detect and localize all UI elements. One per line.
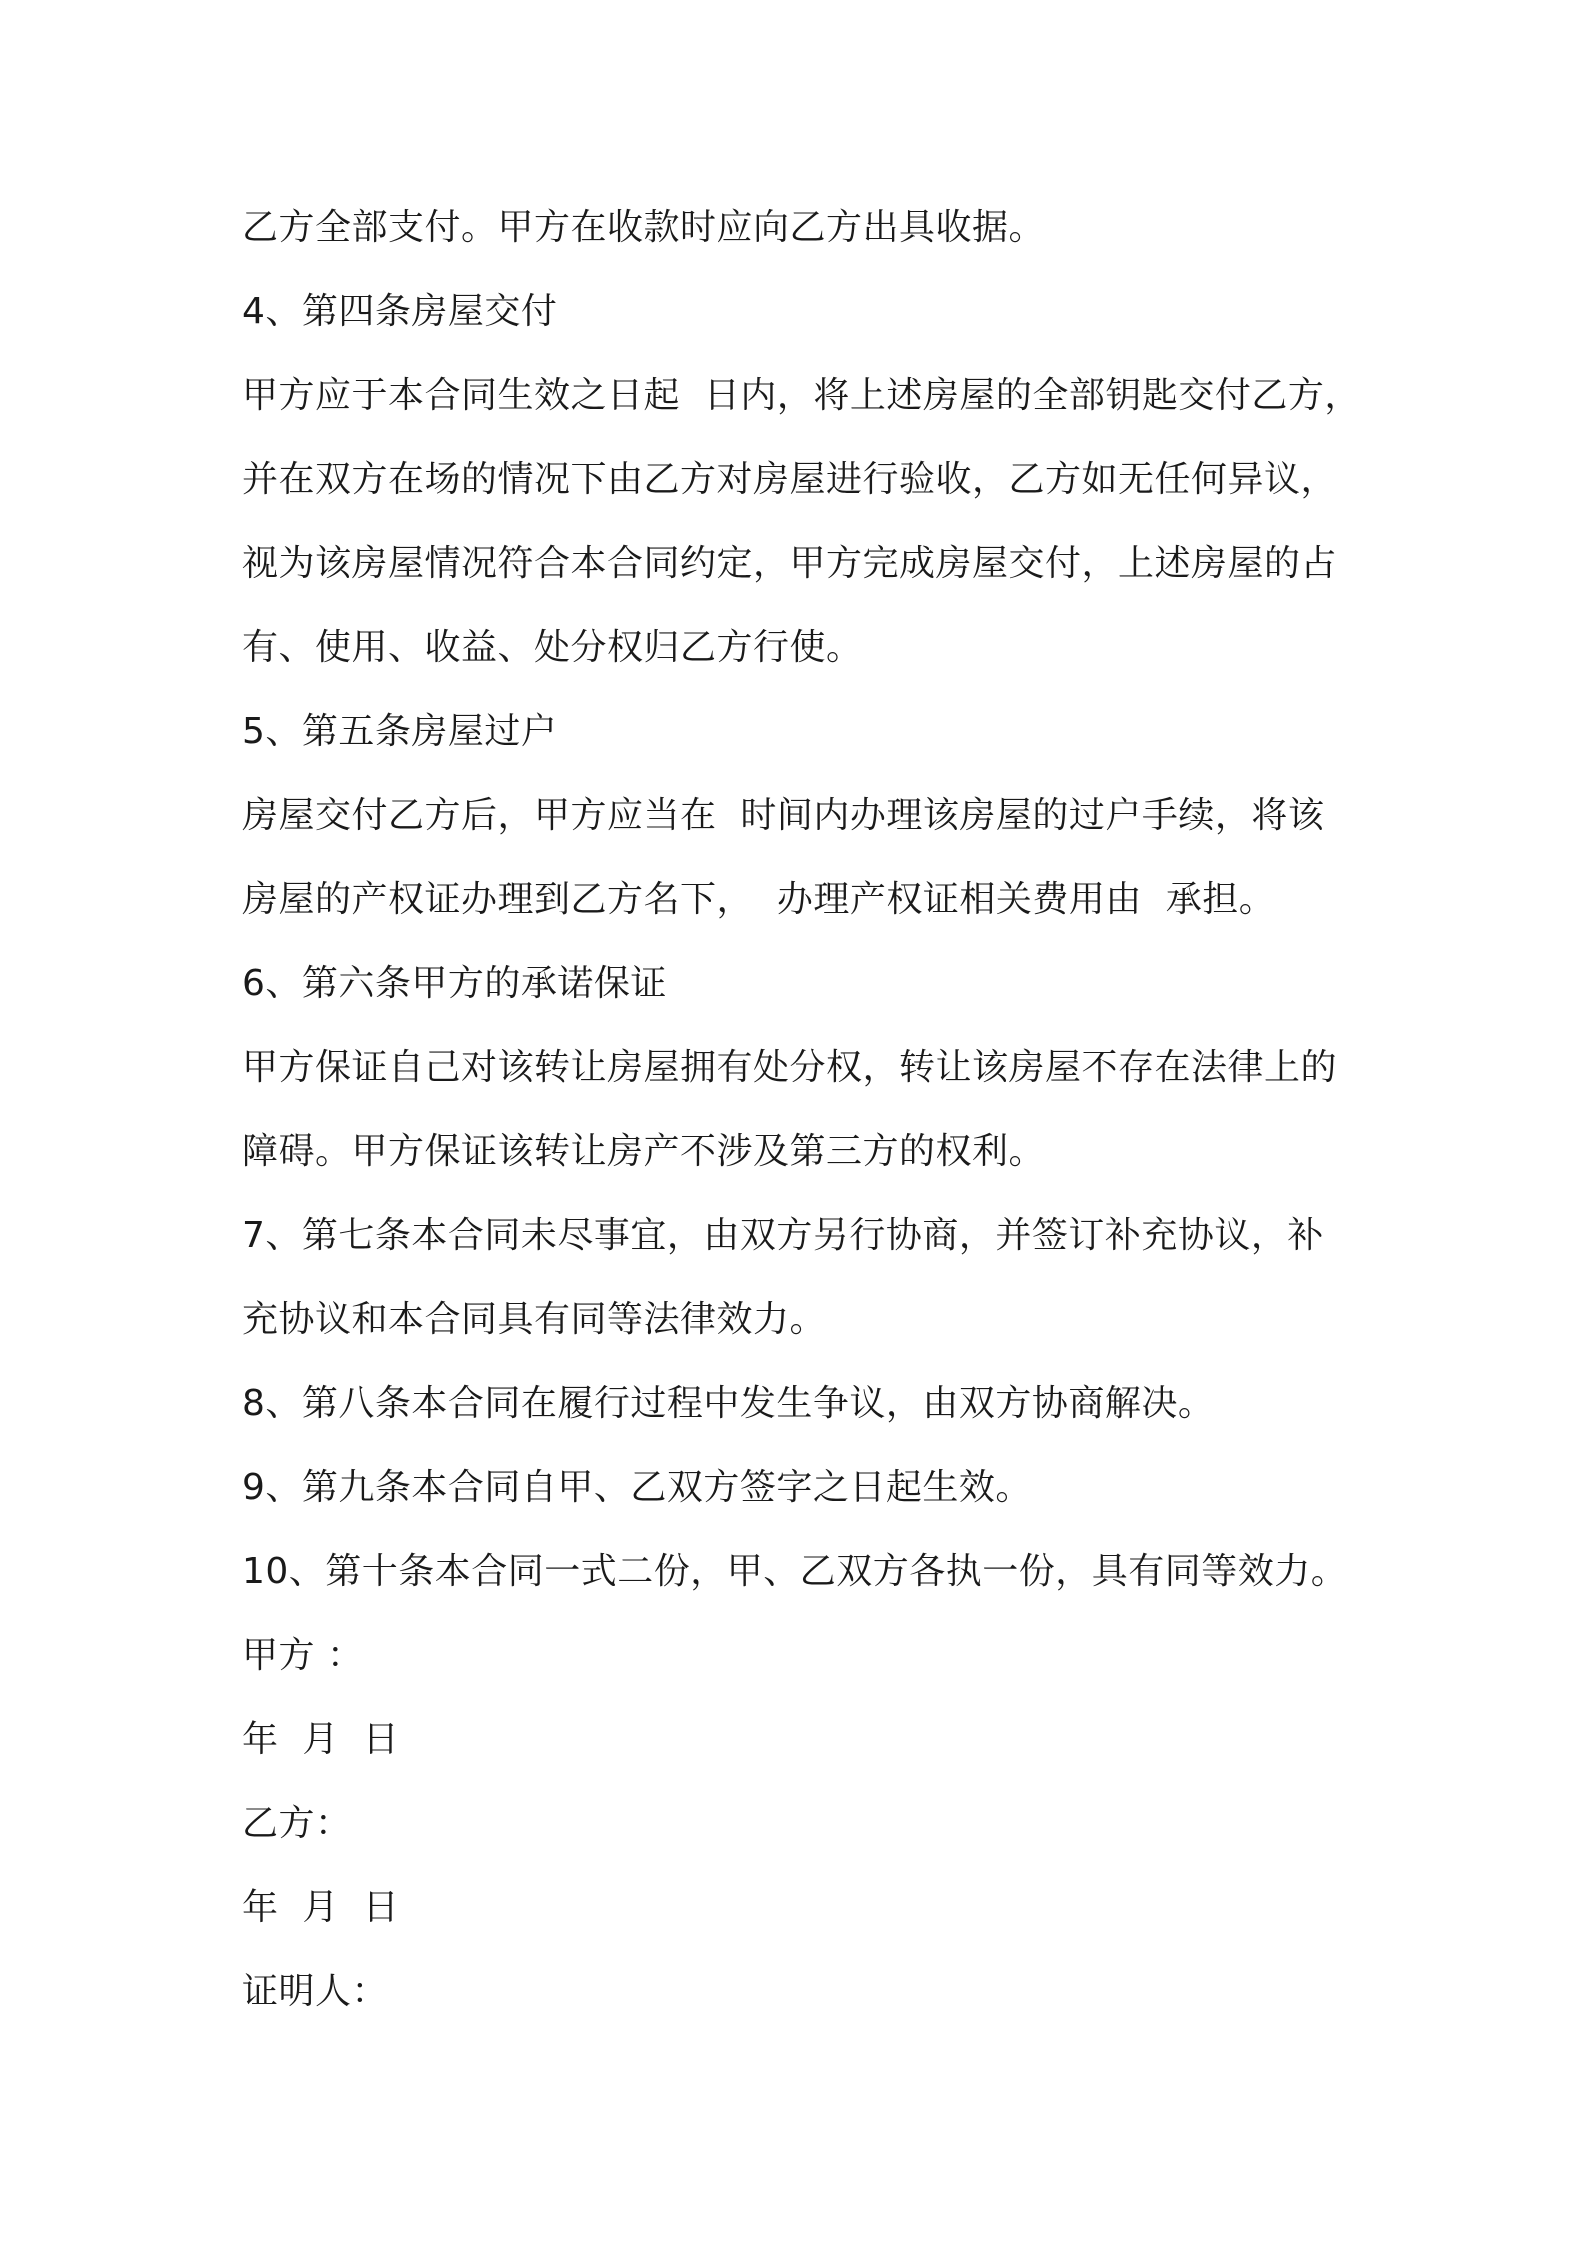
paragraph-line: 有、使用、收益、处分权归乙方行使。 — [242, 627, 863, 668]
paragraph-line: 10、第十条本合同一式二份，甲、乙双方各执一份，具有同等效力。 — [242, 1551, 1348, 1592]
paragraph-line: 甲方应于本合同生效之日起 日内，将上述房屋的全部钥匙交付乙方， — [242, 375, 1361, 416]
paragraph-line: 房屋交付乙方后，甲方应当在 时间内办理该房屋的过户手续，将该 — [242, 795, 1325, 836]
section-heading: 4、第四条房屋交付 — [242, 291, 558, 332]
party-a-signature-label: 甲方 ： — [242, 1635, 364, 1676]
section-heading: 6、第六条甲方的承诺保证 — [242, 963, 667, 1004]
paragraph-line: 7、第七条本合同未尽事宜，由双方另行协商，并签订补充协议，补 — [242, 1215, 1324, 1256]
paragraph-line: 9、第九条本合同自甲、乙双方签字之日起生效。 — [242, 1467, 1032, 1508]
section-heading: 5、第五条房屋过户 — [242, 711, 558, 752]
paragraph-line: 障碍。甲方保证该转让房产不涉及第三方的权利。 — [242, 1131, 1046, 1172]
paragraph-line: 房屋的产权证办理到乙方名下， 办理产权证相关费用由 承担。 — [242, 879, 1276, 920]
paragraph-line: 甲方保证自己对该转让房屋拥有处分权，转让该房屋不存在法律上的 — [242, 1047, 1338, 1088]
party-b-date-line: 年 月 日 — [242, 1887, 400, 1928]
party-a-date-line: 年 月 日 — [242, 1719, 400, 1760]
paragraph-line: 并在双方在场的情况下由乙方对房屋进行验收，乙方如无任何异议， — [242, 459, 1338, 500]
paragraph-line: 充协议和本合同具有同等法律效力。 — [242, 1299, 827, 1340]
paragraph-line: 视为该房屋情况符合本合同约定，甲方完成房屋交付，上述房屋的占 — [242, 543, 1338, 584]
witness-signature-label: 证明人： — [242, 1971, 389, 2012]
paragraph-line: 8、第八条本合同在履行过程中发生争议，由双方协商解决。 — [242, 1383, 1215, 1424]
paragraph-line: 乙方全部支付。甲方在收款时应向乙方出具收据。 — [242, 207, 1046, 248]
party-b-signature-label: 乙方： — [242, 1803, 352, 1844]
